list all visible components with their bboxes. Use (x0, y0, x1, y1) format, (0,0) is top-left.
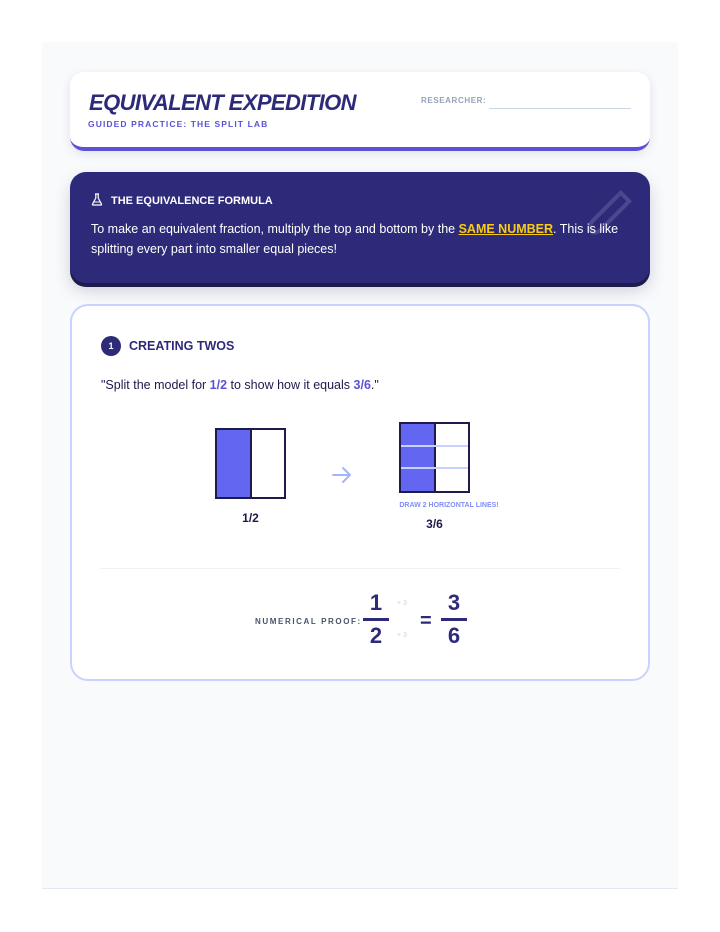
multiplier-bottom: × 3 (397, 632, 407, 639)
researcher-name-field[interactable] (489, 108, 631, 109)
activity-card (70, 304, 650, 681)
proof-label: NUMERICAL PROOF: (255, 617, 362, 626)
formula-text-start: To make an equivalent fraction, multiply the top and bottom by the (91, 222, 459, 236)
formula-text-end: . This is like splitting every part into smaller equal pieces! (91, 222, 619, 256)
formula-text (91, 219, 619, 259)
prompt-text-start: "Split the model for (101, 378, 210, 392)
horizontal-line (401, 445, 468, 447)
formula-heading: THE EQUIVALENCE FORMULA (111, 195, 273, 207)
page-subtitle: GUIDED PRACTICE: THE SPLIT LAB (88, 119, 269, 129)
prompt-fraction-b: 3/6 (353, 378, 371, 392)
flask-icon (91, 193, 103, 209)
divider (100, 568, 620, 569)
model-b-label: 3/6 (426, 517, 443, 531)
multiplier-top: × 3 (397, 600, 407, 607)
model-a-label: 1/2 (242, 511, 259, 525)
prompt-text-end: ." (370, 378, 379, 392)
step-title: CREATING TWOS (129, 339, 235, 353)
shaded-part (217, 430, 250, 497)
header-card (70, 72, 650, 151)
vertical-divider (434, 424, 436, 491)
denominator: 2 (369, 623, 383, 648)
shaded-part (401, 424, 434, 491)
numerator: 1 (369, 590, 383, 615)
activity-prompt (101, 378, 379, 392)
fraction-three-sixths (442, 591, 466, 648)
fraction-one-half (364, 591, 388, 648)
vertical-divider (250, 430, 252, 497)
arrow-right-icon (331, 466, 353, 489)
denominator: 6 (447, 623, 461, 648)
numerator: 3 (447, 590, 461, 615)
researcher-label: RESEARCHER: (421, 96, 487, 105)
same-number-highlight: SAME NUMBER (458, 222, 554, 236)
fraction-bar (441, 618, 467, 621)
step-number-badge: 1 (101, 336, 121, 356)
test-tube-icon (580, 186, 636, 247)
formula-banner (70, 172, 650, 283)
horizontal-line (401, 467, 468, 469)
step-header (101, 336, 234, 356)
model-b-hint: DRAW 2 HORIZONTAL LINES! (399, 502, 499, 509)
prompt-text-middle: to show how it equals (227, 378, 354, 392)
prompt-fraction-a: 1/2 (209, 378, 228, 392)
page-title: EQUIVALENT EXPEDITION (89, 90, 356, 115)
sixths-model[interactable] (399, 422, 470, 493)
half-model (215, 428, 286, 499)
equals-sign: = (420, 610, 432, 632)
worksheet-page (42, 42, 678, 889)
fraction-bar (363, 618, 389, 621)
